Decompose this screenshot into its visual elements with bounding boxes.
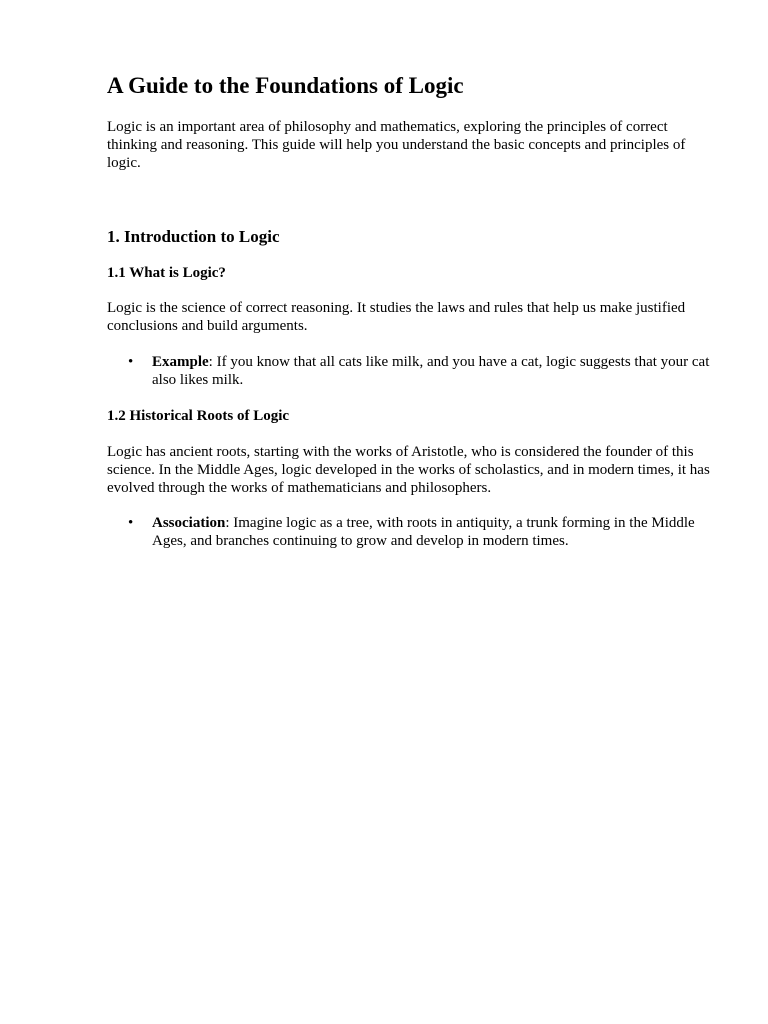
list-item <box>107 514 717 550</box>
subsection-heading-historical-roots: 1.2 Historical Roots of Logic <box>107 408 290 424</box>
bullet-list-association <box>107 514 717 550</box>
bullet-text: : Imagine logic as a tree, with roots in antiquity, a trunk forming in the Middle Ages, and branches continuing to grow and develop in modern times. <box>152 515 695 549</box>
subsection-heading-what-is-logic: 1.1 What is Logic? <box>107 265 226 281</box>
bullet-icon: • <box>128 515 134 531</box>
paragraph-what-is-logic: Logic is the science of correct reasoning. It studies the laws and rules that help us make justified conclusions and build arguments. <box>107 300 686 334</box>
list-item <box>107 353 717 389</box>
bullet-term: Example <box>152 354 209 370</box>
section-heading-introduction: 1. Introduction to Logic <box>107 227 280 246</box>
paragraph-historical-roots: Logic has ancient roots, starting with the works of Aristotle, who is considered the founder of this science. In the Middle Ages, logic developed in the works of scholastics, and in modern times, it has evolved through the works of mathematicians and philosophers. <box>107 444 710 496</box>
bullet-list-example <box>107 353 717 389</box>
intro-paragraph: Logic is an important area of philosophy and mathematics, exploring the principles of correct thinking and reasoning. This guide will help you understand the basic concepts and principles of logic. <box>107 119 686 171</box>
bullet-text: : If you know that all cats like milk, and you have a cat, logic suggests that your cat also likes milk. <box>152 354 710 388</box>
bullet-term: Association <box>152 515 226 531</box>
document-title: A Guide to the Foundations of Logic <box>107 73 464 98</box>
bullet-icon: • <box>128 354 134 370</box>
